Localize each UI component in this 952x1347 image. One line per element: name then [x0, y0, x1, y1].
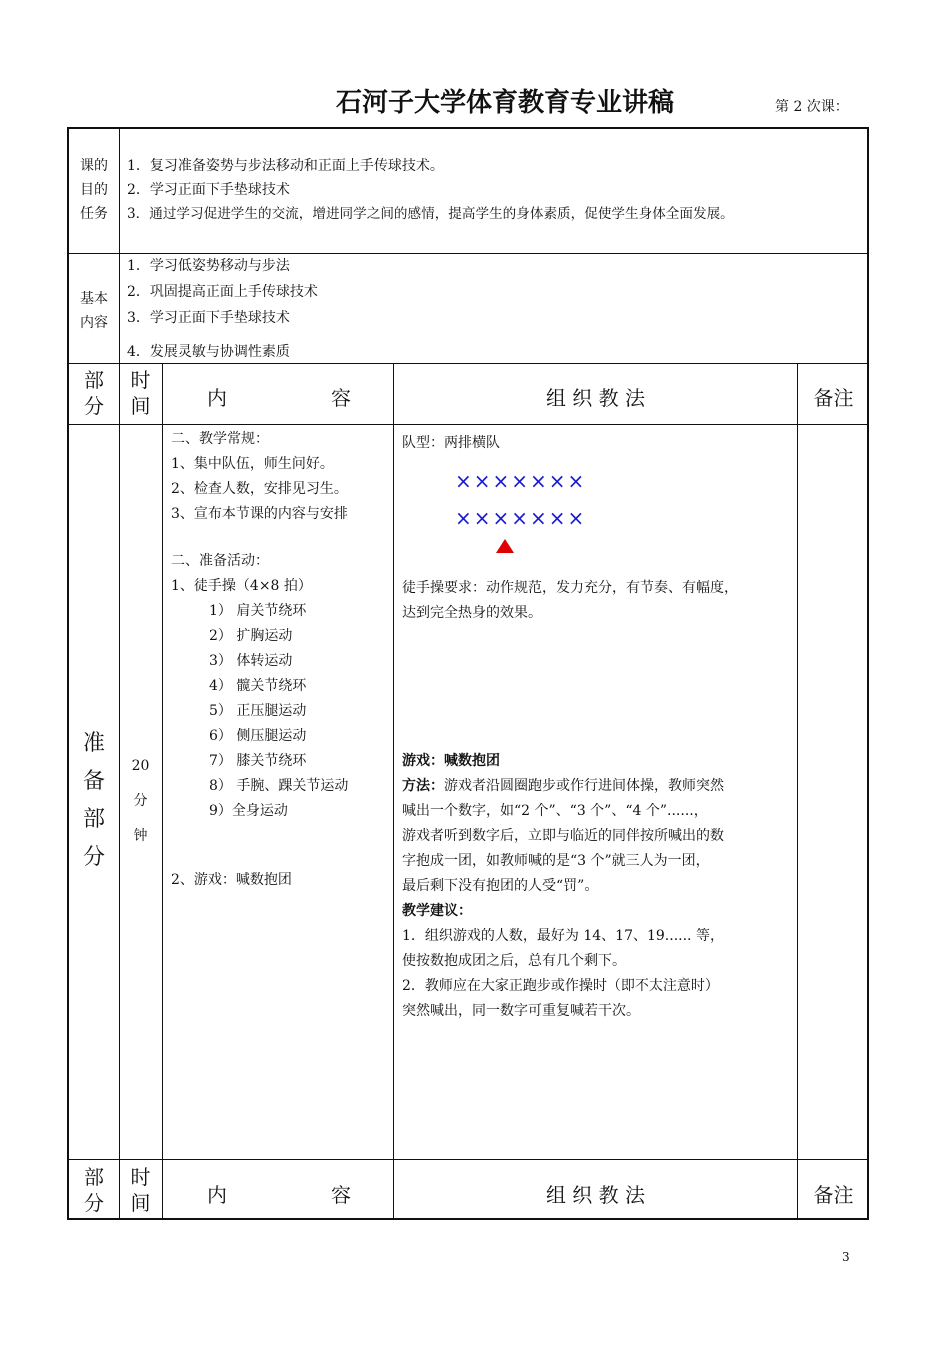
- row-divider: [69, 1159, 869, 1160]
- footer-header-content-b: 容: [331, 1183, 351, 1207]
- content-line: 2、检查人数，安排见习生。: [171, 481, 348, 497]
- method-line: 游戏者听到数字后，立即与临近的同伴按所喊出的数: [402, 828, 724, 844]
- advice-line: 突然喊出，同一数字可重复喊若干次。: [402, 1003, 640, 1019]
- exercise-item: 3） 体转运动: [209, 653, 293, 669]
- method-label: 方法：: [402, 778, 444, 794]
- content-line: 3、宣布本节课的内容与安排: [171, 506, 348, 522]
- exercise-item: 5） 正压腿运动: [209, 703, 307, 719]
- task-label-line: 目的: [80, 182, 108, 198]
- header-content-a: 内: [207, 386, 227, 410]
- content-line: 1、徒手操（4×8 拍）: [171, 578, 312, 594]
- task-label-line: 任务: [80, 206, 108, 222]
- prep-part-line: 准: [82, 731, 105, 756]
- exercise-item: 8） 手腕、踝关节运动: [209, 778, 349, 794]
- basic-items: [127, 254, 827, 364]
- basic-label-line: 基本: [80, 291, 108, 307]
- lesson-number: 第 2 次课：: [775, 99, 849, 115]
- col-divider: [393, 363, 394, 1220]
- header-part: [69, 367, 119, 419]
- header-part-line: 分: [84, 1191, 104, 1215]
- method-line: 游戏者沿圆圈跑步或作行进间体操，教师突然: [444, 778, 724, 794]
- exercise-item: 4） 髋关节绕环: [209, 678, 307, 694]
- footer-header-part: [69, 1164, 119, 1216]
- footer-header-method: 组 织 教 法: [545, 1183, 646, 1207]
- task-items: [127, 154, 867, 226]
- col-divider: [797, 363, 798, 1220]
- header-time-line: 时: [130, 1165, 151, 1189]
- exercise-item: 9）全身运动: [209, 803, 288, 819]
- basic-item: 3．学习正面下手垫球技术: [127, 310, 290, 326]
- game-method: [402, 749, 797, 1024]
- method-line: 喊出一个数字，如“2 个”、“3 个”、“4 个”......，: [402, 803, 708, 819]
- page-title: 石河子大学体育教育专业讲稿: [336, 88, 675, 118]
- prep-part-line: 部: [82, 807, 105, 832]
- content-line: 二、准备活动：: [171, 553, 269, 569]
- header-time-line: 时: [130, 368, 151, 392]
- formation-row-2: ×××××××: [455, 506, 587, 530]
- header-content-b: 容: [331, 386, 351, 410]
- footer-header-content-a: 内: [207, 1183, 227, 1207]
- header-time: [119, 367, 162, 419]
- basic-item: 4．发展灵敏与协调性素质: [127, 344, 290, 360]
- prep-time: [119, 749, 162, 854]
- page-number: 3: [842, 1250, 850, 1264]
- prep-part-line: 分: [82, 845, 105, 870]
- footer-header-time: [119, 1164, 162, 1216]
- prep-part: [69, 725, 119, 877]
- basic-item: 1．学习低姿势移动与步法: [127, 258, 290, 274]
- exercise-item: 6） 侧压腿运动: [209, 728, 307, 744]
- method-line: 徒手操要求：动作规范，发力充分，有节奏、有幅度，: [402, 580, 738, 596]
- content-line: 二、教学常规：: [171, 431, 269, 447]
- col-divider: [162, 363, 163, 1220]
- advice-label: 教学建议：: [402, 903, 472, 919]
- red-triangle-icon: [496, 539, 514, 553]
- advice-line: 2．教师应在大家正跑步或作操时（即不太注意时）: [402, 978, 719, 994]
- basic-item: 2．巩固提高正面上手传球技术: [127, 284, 318, 300]
- exercise-item: 2） 扩胸运动: [209, 628, 293, 644]
- warmup-requirements: [402, 576, 797, 626]
- formation-row-1: ×××××××: [455, 469, 587, 493]
- task-item: 3．通过学习促进学生的交流，增进同学之间的感情，提高学生的身体素质，促使学生身体全面发展。: [127, 206, 734, 222]
- header-time-line: 间: [130, 394, 151, 418]
- task-label-line: 课的: [80, 158, 108, 174]
- method-line: 字抱成一团，如教师喊的是“3 个”就三人为一团，: [402, 853, 710, 869]
- footer-header-note: 备注: [813, 1183, 854, 1207]
- col-divider: [119, 129, 120, 1220]
- header-note: 备注: [813, 386, 854, 410]
- advice-line: 使按数抱成团之后，总有几个剩下。: [402, 953, 626, 969]
- header-time-line: 间: [130, 1191, 151, 1215]
- game-title: 游戏：喊数抱团: [402, 753, 500, 769]
- prep-time-line: 20: [131, 758, 150, 774]
- lesson-plan-table: [67, 127, 869, 1220]
- prep-part-line: 备: [82, 769, 105, 794]
- exercise-item: 1） 肩关节绕环: [209, 603, 307, 619]
- exercise-item: 7） 膝关节绕环: [209, 753, 307, 769]
- content-line: 2、游戏：喊数抱团: [171, 872, 292, 888]
- advice-line: 1．组织游戏的人数，最好为 14、17、19...... 等，: [402, 928, 724, 944]
- header-part-line: 部: [84, 1165, 104, 1189]
- method-line: 达到完全热身的效果。: [402, 605, 542, 621]
- header-part-line: 分: [84, 394, 104, 418]
- basic-label: [69, 287, 119, 335]
- header-part-line: 部: [84, 368, 104, 392]
- task-item: 2．学习正面下手垫球技术: [127, 182, 290, 198]
- formation-label: 队型：两排横队: [402, 435, 500, 451]
- prep-time-line: 分: [133, 793, 148, 809]
- prep-time-line: 钟: [133, 828, 148, 844]
- row-divider: [69, 424, 869, 425]
- prep-content: [171, 427, 393, 893]
- content-line: 1、集中队伍，师生问好。: [171, 456, 334, 472]
- method-line: 最后剩下没有抱团的人受“罚”。: [402, 878, 599, 894]
- basic-label-line: 内容: [80, 315, 108, 331]
- task-label: [69, 154, 119, 226]
- header-method: 组 织 教 法: [545, 386, 646, 410]
- task-item: 1．复习准备姿势与步法移动和正面上手传球技术。: [127, 158, 444, 174]
